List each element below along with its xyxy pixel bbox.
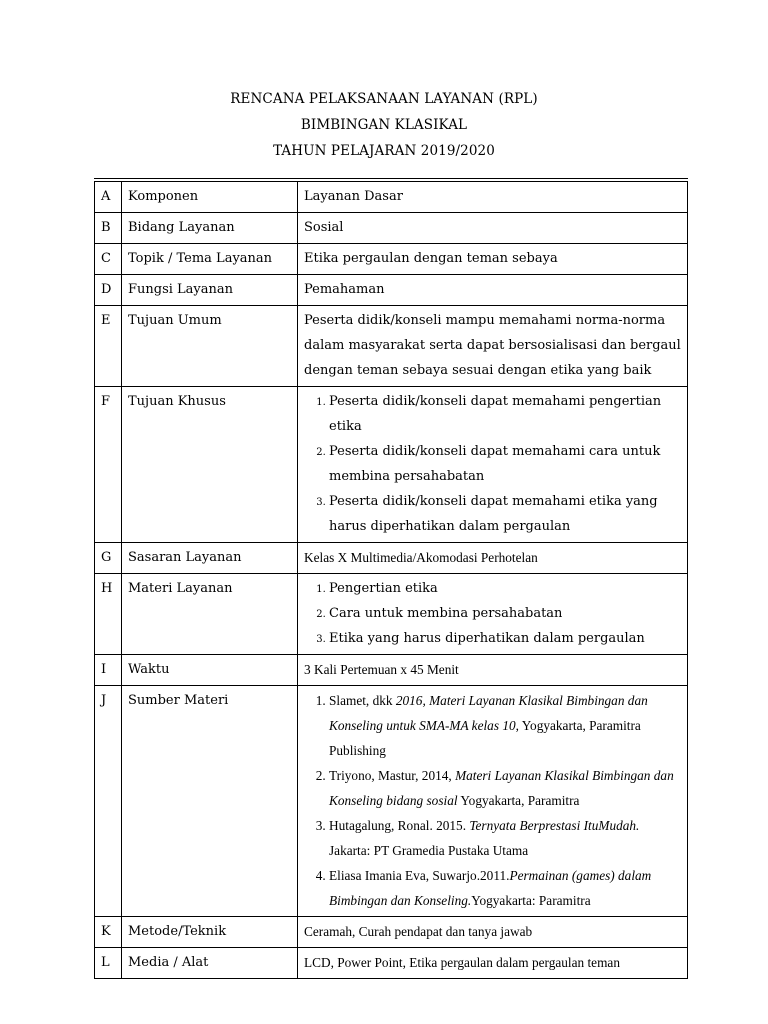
- reference-title: Ternyata Berprestasi ItuMudah.: [469, 818, 640, 833]
- list-item: 2. Cara untuk membina persahabatan: [329, 601, 682, 626]
- row-letter: E: [95, 306, 122, 387]
- row-label: Bidang Layanan: [122, 213, 298, 244]
- row-label: Materi Layanan: [122, 574, 298, 655]
- reference-title: Permainan (games) dalam Bimbingan dan Konseling.: [329, 868, 652, 908]
- row-label: Sasaran Layanan: [122, 543, 298, 574]
- table-row-h: [95, 574, 688, 655]
- objectives-list: [304, 389, 682, 539]
- reference-title: Materi Layanan Klasikal Bimbingan dan Konseling bidang sosial: [329, 768, 674, 808]
- reference-item: [329, 863, 682, 913]
- table-row-i: [95, 655, 688, 686]
- reference-item: [329, 688, 682, 763]
- row-letter: D: [95, 275, 122, 306]
- list-item: 1. Pengertian etika: [329, 576, 682, 601]
- row-label: Media / Alat: [122, 948, 298, 979]
- title-line-1: RENCANA PELAKSANAAN LAYANAN (RPL): [230, 91, 538, 107]
- row-label: Komponen: [122, 180, 298, 213]
- row-value: Peserta didik/konseli mampu memahami norma-norma dalam masyarakat serta dapat bersosialisasi dan bergaul dengan teman sebaya sesuai dengan etika yang baik: [298, 306, 688, 387]
- row-value: LCD, Power Point, Etika pergaulan dalam pergaulan teman: [298, 948, 688, 979]
- row-label: Topik / Tema Layanan: [122, 244, 298, 275]
- reference-title: 2016, Materi Layanan Klasikal Bimbingan dan Konseling untuk SMA-MA kelas 10: [329, 693, 648, 733]
- row-value: 3 Kali Pertemuan x 45 Menit: [298, 655, 688, 686]
- row-value: [298, 387, 688, 543]
- document-header: [0, 86, 768, 164]
- row-label: Tujuan Umum: [122, 306, 298, 387]
- reference-author: Hutagalung, Ronal. 2015.: [329, 818, 470, 833]
- table-row-b: [95, 213, 688, 244]
- reference-author: Eliasa Imania Eva, Suwarjo.2011.: [329, 868, 510, 883]
- table-row-e: [95, 306, 688, 387]
- reference-item: [329, 813, 682, 863]
- reference-publisher: Yogyakarta, Paramitra: [457, 793, 580, 808]
- table-row-g: [95, 543, 688, 574]
- table-row-l: [95, 948, 688, 979]
- list-item: 2. Peserta didik/konseli dapat memahami cara untuk membina persahabatan: [329, 439, 682, 489]
- row-value: Kelas X Multimedia/Akomodasi Perhotelan: [298, 543, 688, 574]
- table-row-j: [95, 686, 688, 917]
- references-list: [304, 688, 682, 913]
- row-letter: F: [95, 387, 122, 543]
- row-letter: B: [95, 213, 122, 244]
- table-row-d: [95, 275, 688, 306]
- reference-publisher: Jakarta: PT Gramedia Pustaka Utama: [329, 843, 529, 858]
- list-item: 3. Peserta didik/konseli dapat memahami etika yang harus diperhatikan dalam pergaulan: [329, 489, 682, 539]
- row-value: [298, 574, 688, 655]
- list-item: 1. Peserta didik/konseli dapat memahami pengertian etika: [329, 389, 682, 439]
- table-row-a: [95, 180, 688, 213]
- row-label: Fungsi Layanan: [122, 275, 298, 306]
- row-letter: I: [95, 655, 122, 686]
- row-label: Sumber Materi: [122, 686, 298, 917]
- list-item: 3. Etika yang harus diperhatikan dalam pergaulan: [329, 626, 682, 651]
- rpl-table: [94, 178, 688, 979]
- row-value: [298, 686, 688, 917]
- row-letter: C: [95, 244, 122, 275]
- reference-publisher: Yogyakarta: Paramitra: [471, 893, 591, 908]
- row-label: Metode/Teknik: [122, 917, 298, 948]
- row-letter: H: [95, 574, 122, 655]
- reference-publisher: , Yogyakarta, Paramitra Publishing: [329, 718, 641, 758]
- row-letter: A: [95, 180, 122, 213]
- row-label: Waktu: [122, 655, 298, 686]
- row-letter: J: [95, 686, 122, 917]
- row-value: Ceramah, Curah pendapat dan tanya jawab: [298, 917, 688, 948]
- row-value: Layanan Dasar: [298, 180, 688, 213]
- table-row-c: [95, 244, 688, 275]
- row-letter: K: [95, 917, 122, 948]
- row-letter: L: [95, 948, 122, 979]
- reference-author: Triyono, Mastur, 2014,: [329, 768, 456, 783]
- reference-item: [329, 763, 682, 813]
- table-row-f: [95, 387, 688, 543]
- materials-list: [304, 576, 682, 651]
- title-line-3: TAHUN PELAJARAN 2019/2020: [273, 143, 495, 159]
- row-label: Tujuan Khusus: [122, 387, 298, 543]
- row-value: Pemahaman: [298, 275, 688, 306]
- title-line-2: BIMBINGAN KLASIKAL: [300, 117, 468, 133]
- table-row-k: [95, 917, 688, 948]
- row-value: Etika pergaulan dengan teman sebaya: [298, 244, 688, 275]
- reference-author: Slamet, dkk: [329, 693, 396, 708]
- row-letter: G: [95, 543, 122, 574]
- row-value: Sosial: [298, 213, 688, 244]
